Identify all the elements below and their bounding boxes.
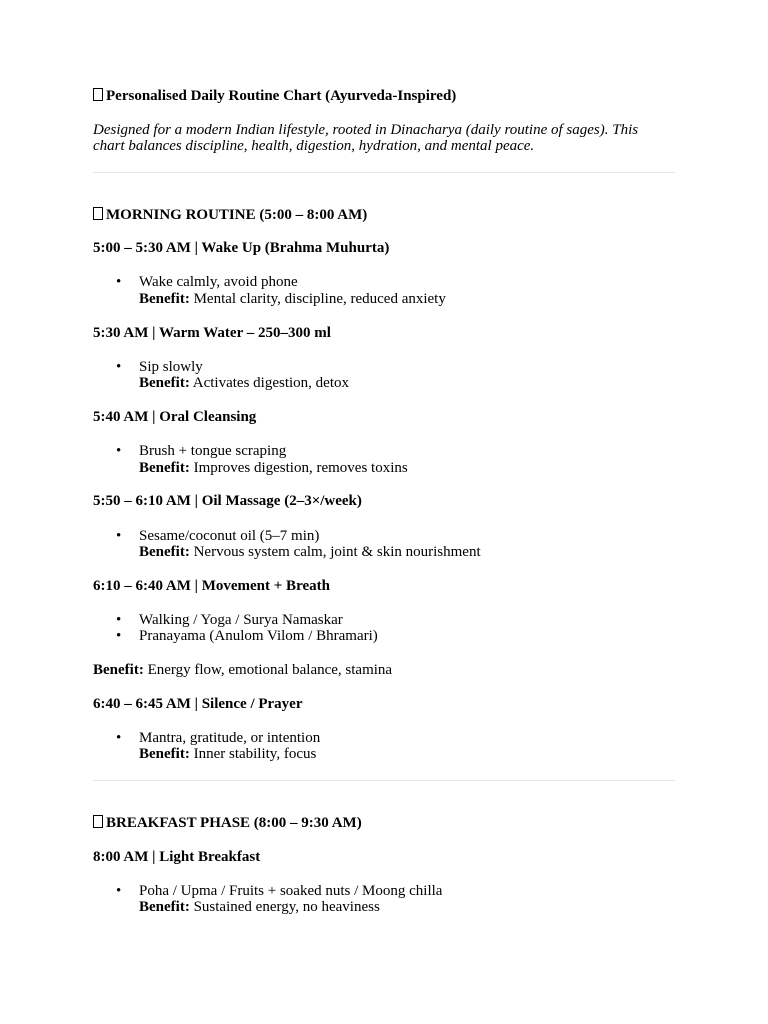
section-heading-text: BREAKFAST PHASE (8:00 – 9:30 AM) [106, 815, 362, 831]
intro-line-2: chart balances discipline, health, digestion, hydration, and mental peace. [93, 138, 535, 154]
bullet-icon: • [116, 883, 122, 899]
benefit-label: Benefit: [139, 375, 190, 391]
list-item: Wake calmly, avoid phone [139, 274, 298, 290]
bullet-icon: • [116, 359, 122, 375]
bullet-icon: • [116, 443, 122, 459]
benefit-text: Activates digestion, detox [192, 375, 349, 391]
benefit-line [139, 899, 380, 916]
bullet-icon: • [116, 528, 122, 544]
time-heading: 6:10 – 6:40 AM | Movement + Breath [93, 578, 330, 594]
time-heading: 5:40 AM | Oral Cleansing [93, 409, 257, 425]
benefit-label: Benefit: [139, 899, 190, 915]
time-heading: 6:40 – 6:45 AM | Silence / Prayer [93, 696, 303, 712]
list-item: Sesame/coconut oil (5–7 min) [139, 528, 320, 544]
title-text: Personalised Daily Routine Chart (Ayurveda-Inspired) [106, 88, 457, 104]
benefit-label: Benefit: [139, 544, 190, 560]
benefit-text: Sustained energy, no heaviness [193, 899, 380, 915]
benefit-line [139, 460, 408, 477]
document-title [93, 88, 456, 105]
benefit-line [139, 544, 481, 561]
missing-glyph-icon [93, 88, 103, 101]
benefit-text: Improves digestion, removes toxins [193, 460, 408, 476]
time-heading: 8:00 AM | Light Breakfast [93, 849, 261, 865]
missing-glyph-icon [93, 815, 103, 828]
list-item: Pranayama (Anulom Vilom / Bhramari) [139, 628, 378, 644]
time-heading: 5:50 – 6:10 AM | Oil Massage (2–3×/week) [93, 493, 362, 509]
section-divider [93, 780, 675, 781]
benefit-line [139, 375, 349, 392]
list-item: Brush + tongue scraping [139, 443, 287, 459]
intro-line-1: Designed for a modern Indian lifestyle, rooted in Dinacharya (daily routine of sages). This [93, 122, 639, 138]
benefit-label: Benefit: [93, 662, 144, 678]
list-item: Mantra, gratitude, or intention [139, 730, 321, 746]
benefit-line [93, 662, 392, 679]
benefit-label: Benefit: [139, 460, 190, 476]
benefit-text: Nervous system calm, joint & skin nourishment [193, 544, 481, 560]
time-heading: 5:30 AM | Warm Water – 250–300 ml [93, 325, 331, 341]
benefit-text: Inner stability, focus [193, 746, 317, 762]
bullet-icon: • [116, 628, 122, 644]
benefit-label: Benefit: [139, 746, 190, 762]
section-heading-breakfast [93, 815, 362, 832]
benefit-label: Benefit: [139, 291, 190, 307]
bullet-icon: • [116, 612, 122, 628]
time-heading: 5:00 – 5:30 AM | Wake Up (Brahma Muhurta) [93, 240, 390, 256]
benefit-text: Mental clarity, discipline, reduced anxiety [193, 291, 446, 307]
benefit-line [139, 746, 316, 763]
benefit-line [139, 291, 446, 308]
section-divider [93, 172, 675, 173]
section-heading-text: MORNING ROUTINE (5:00 – 8:00 AM) [106, 207, 368, 223]
missing-glyph-icon [93, 207, 103, 220]
section-heading-morning [93, 207, 367, 224]
bullet-icon: • [116, 274, 122, 290]
bullet-icon: • [116, 730, 122, 746]
list-item: Walking / Yoga / Surya Namaskar [139, 612, 343, 628]
list-item: Poha / Upma / Fruits + soaked nuts / Moong chilla [139, 883, 443, 899]
list-item: Sip slowly [139, 359, 203, 375]
benefit-text: Energy flow, emotional balance, stamina [147, 662, 393, 678]
